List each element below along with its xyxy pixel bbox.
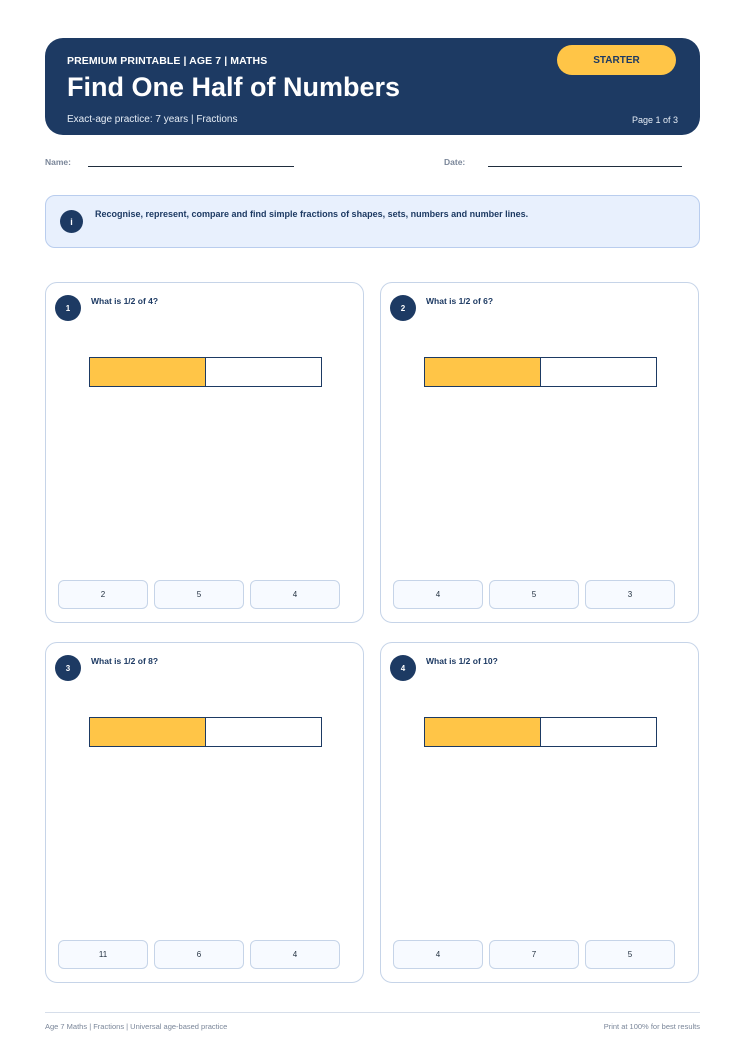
question-card	[45, 642, 364, 983]
question-text: What is 1/2 of 6?	[426, 296, 494, 306]
answer-options	[58, 580, 340, 609]
answer-option[interactable]: 5	[585, 940, 675, 969]
answer-option[interactable]: 11	[58, 940, 148, 969]
date-line[interactable]	[488, 166, 682, 167]
fraction-bar	[89, 717, 322, 747]
answer-option[interactable]: 3	[585, 580, 675, 609]
answer-option[interactable]: 6	[154, 940, 244, 969]
question-text: What is 1/2 of 4?	[91, 296, 159, 306]
footer-left-text: Age 7 Maths | Fractions | Universal age-based practice	[45, 1022, 228, 1031]
date-label: Date:	[444, 157, 466, 167]
fraction-bar-shaded-part	[90, 358, 206, 386]
footer-divider	[45, 1012, 700, 1013]
info-icon: i	[60, 210, 83, 233]
question-number: 4	[390, 655, 416, 681]
fraction-bar-unshaded-part	[206, 358, 322, 386]
answer-option[interactable]: 2	[58, 580, 148, 609]
info-text: Recognise, represent, compare and find simple fractions of shapes, sets, numbers and number lines.	[95, 209, 529, 219]
question-card	[45, 282, 364, 623]
fraction-bar	[424, 717, 657, 747]
question-card	[380, 642, 699, 983]
answer-options	[58, 940, 340, 969]
answer-option[interactable]: 4	[250, 580, 340, 609]
fraction-bar-shaded-part	[90, 718, 206, 746]
header-subtitle: Exact-age practice: 7 years | Fractions	[67, 114, 238, 125]
answer-options	[393, 940, 675, 969]
info-banner	[45, 195, 700, 248]
question-text: What is 1/2 of 10?	[426, 656, 498, 666]
question-number: 1	[55, 295, 81, 321]
answer-option[interactable]: 7	[489, 940, 579, 969]
fraction-bar	[89, 357, 322, 387]
answer-option[interactable]: 5	[154, 580, 244, 609]
fraction-bar-shaded-part	[425, 718, 541, 746]
answer-option[interactable]: 4	[393, 580, 483, 609]
level-badge: STARTER	[557, 45, 676, 75]
answer-options	[393, 580, 675, 609]
question-number: 2	[390, 295, 416, 321]
answer-option[interactable]: 4	[250, 940, 340, 969]
name-line[interactable]	[88, 166, 294, 167]
header-kicker: PREMIUM PRINTABLE | AGE 7 | MATHS	[67, 55, 268, 67]
fraction-bar-unshaded-part	[206, 718, 322, 746]
fraction-bar-shaded-part	[425, 358, 541, 386]
page-indicator: Page 1 of 3	[631, 115, 678, 125]
fraction-bar-unshaded-part	[541, 718, 657, 746]
fraction-bar	[424, 357, 657, 387]
worksheet-header	[45, 38, 700, 135]
fraction-bar-unshaded-part	[541, 358, 657, 386]
page-title: Find One Half of Numbers	[67, 72, 401, 102]
answer-option[interactable]: 4	[393, 940, 483, 969]
footer-right-text: Print at 100% for best results	[603, 1022, 700, 1031]
question-text: What is 1/2 of 8?	[91, 656, 159, 666]
question-number: 3	[55, 655, 81, 681]
name-label: Name:	[45, 157, 71, 167]
answer-option[interactable]: 5	[489, 580, 579, 609]
question-card	[380, 282, 699, 623]
